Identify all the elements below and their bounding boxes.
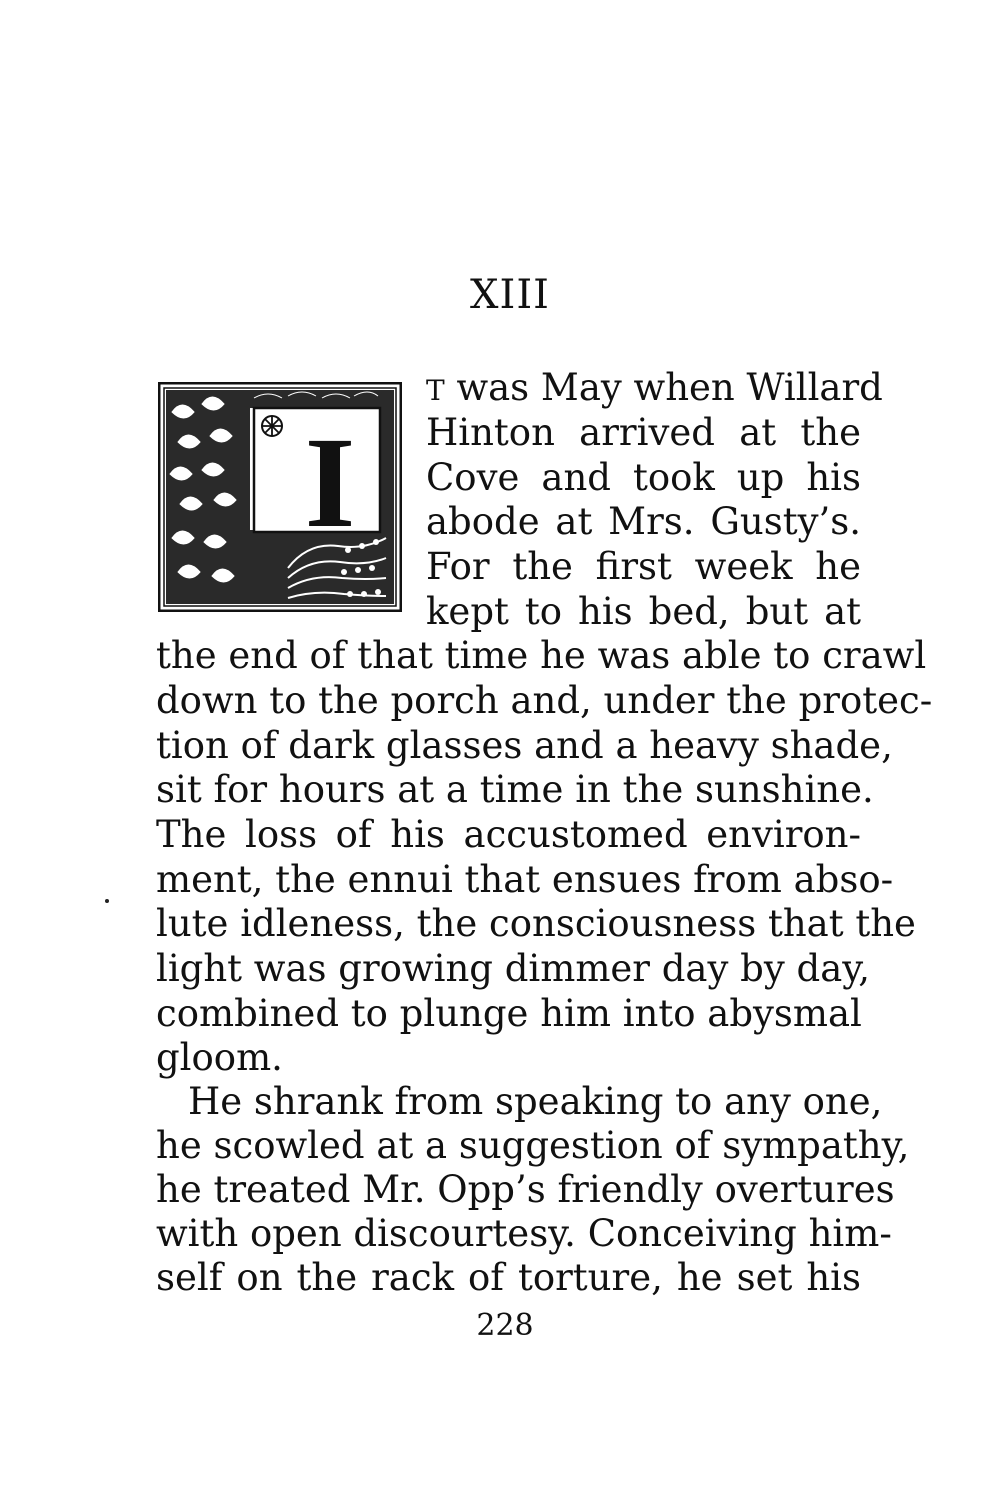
text-line: he scowled at a suggestion of sympathy, — [156, 1124, 910, 1167]
text-line: he treated Mr. Opp’s friendly overtures — [156, 1168, 895, 1211]
text-line — [426, 366, 883, 413]
text-line: Cove and took up his — [426, 456, 861, 499]
text-line: self on the rack of torture, he set his — [156, 1256, 861, 1299]
initial-letter: I — [304, 411, 356, 555]
text-line: light was growing dimmer day by day, — [156, 947, 871, 990]
chapter-number: XIII — [470, 272, 550, 318]
line-text: was May when Willard — [456, 366, 883, 409]
text-line: gloom. — [156, 1036, 283, 1079]
text-line: ment, the ennui that ensues from abso- — [156, 858, 894, 901]
text-line: The loss of his accustomed environ- — [156, 813, 861, 856]
print-speck — [105, 899, 109, 903]
text-line: the end of that time he was able to crawl — [156, 634, 927, 677]
ornament-border-icon — [158, 382, 402, 612]
text-line: combined to plunge him into abysmal — [156, 992, 862, 1035]
text-line: Hinton arrived at the — [426, 411, 861, 454]
text-line: For the first week he — [426, 545, 861, 588]
text-line: sit for hours at a time in the sunshine. — [156, 768, 874, 811]
text-line: He shrank from speaking to any one, — [188, 1080, 883, 1123]
text-line: lute idleness, the consciousness that the — [156, 902, 916, 945]
text-line: abode at Mrs. Gusty’s. — [426, 500, 861, 543]
text-line: kept to his bed, but at — [426, 590, 861, 633]
text-line: down to the porch and, under the protec- — [156, 679, 933, 722]
page-number: 228 — [476, 1308, 534, 1343]
text-line: with open discourtesy. Conceiving him- — [156, 1212, 892, 1255]
text-line: tion of dark glasses and a heavy shade, — [156, 724, 893, 767]
decorated-initial — [158, 382, 402, 612]
initial-remainder: T — [426, 374, 445, 407]
